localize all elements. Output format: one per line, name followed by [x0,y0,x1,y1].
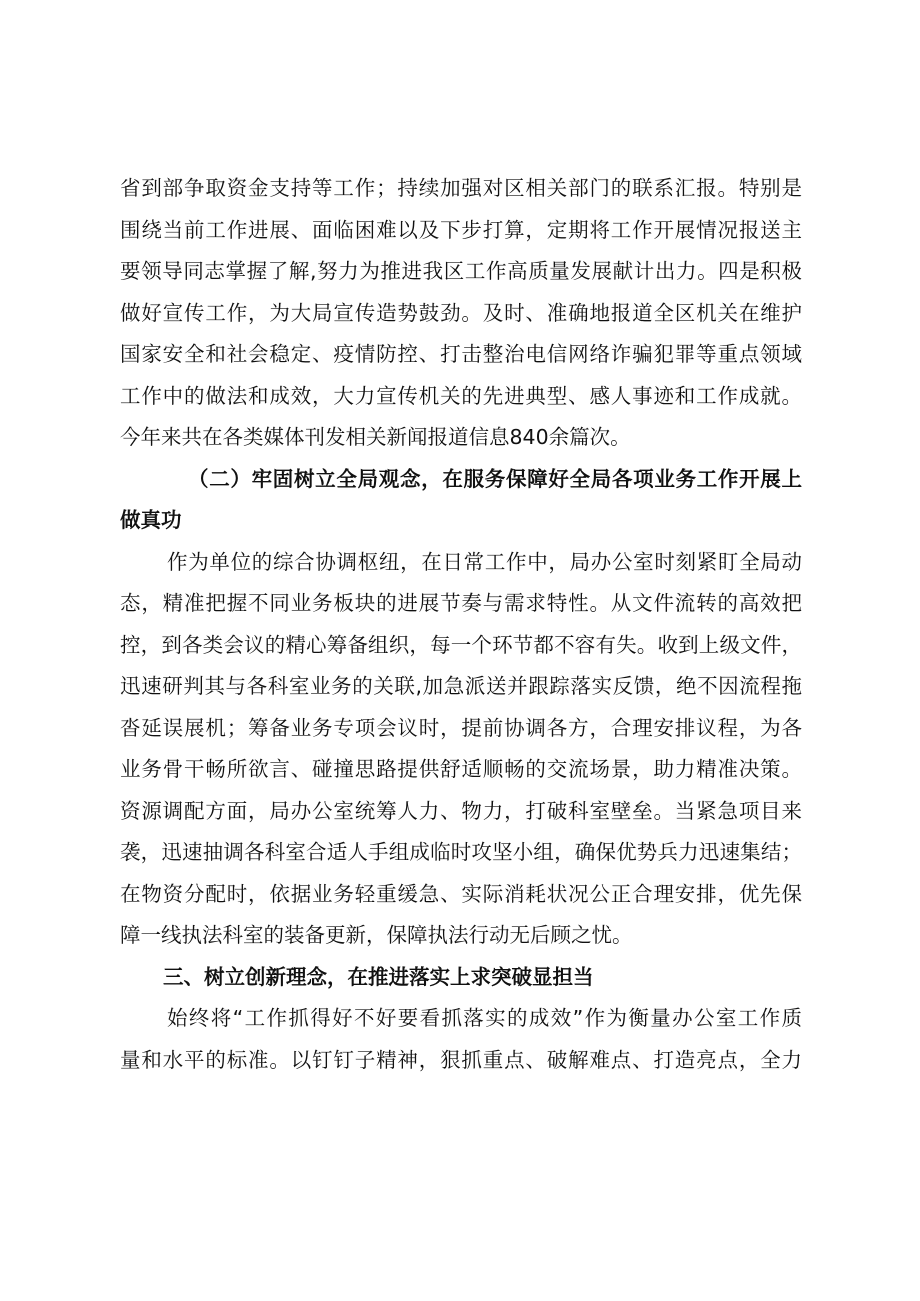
document-body [120,168,802,1081]
text-line: 要领导同志掌握了解,努力为推进我区工作高质量发展献计出力。四是积极 [120,259,802,283]
section-heading-continued: 做真功 [120,508,182,532]
paragraph-line: 资源调配方面，局办公室统筹人力、物力，打破科室壁垒。当紧急项目来 [120,798,802,823]
paragraph-line: 量和水平的标准。以钉钉子精神，狠抓重点、破解难点、打造亮点，全力 [120,1047,802,1072]
paragraph-line: 业务骨干畅所欲言、碰撞思路提供舒适顺畅的交流场景，助力精准决策。 [120,757,802,781]
text-line: 围绕当前工作进展、面临困难以及下步打算，定期将工作开展情况报送主 [120,217,802,242]
paragraph-line: 在物资分配时，依据业务轻重缓急、实际消耗状况公正合理安排，优先保 [120,881,802,906]
text-line: 国家安全和社会稳定、疫情防控、打击整治电信网络诈骗犯罪等重点领域 [120,342,802,366]
paragraph-line: 作为单位的综合协调枢纽，在日常工作中，局办公室时刻紧盯全局动 [167,549,802,574]
paragraph-line: 沓延误展机；筹备业务专项会议时，提前协调各方，合理安排议程，为各 [120,715,802,740]
paragraph-line: 迅速研判其与各科室业务的关联,加急派送并跟踪落实反馈，绝不因流程拖 [120,674,802,698]
paragraph-line: 障一线执法科室的装备更新，保障执法行动无后顾之忧。 [120,923,633,947]
paragraph-line: 态，精准把握不同业务板块的进展节奏与需求特性。从文件流转的高效把 [120,591,802,615]
text-line: 省到部争取资金支持等工作；持续加强对区相关部门的联系汇报。特别是 [120,176,802,200]
section-heading: 三、树立创新理念，在推进落实上求突破显担当 [163,964,594,989]
paragraph-line: 袭，迅速抽调各科室合适人手组成临时攻坚小组，确保优势兵力迅速集结； [120,840,802,864]
text-line: 做好宣传工作，为大局宣传造势鼓劲。及时、准确地报道全区机关在维护 [120,300,802,325]
paragraph-line: 始终将“工作抓得好不好要看抓落实的成效”作为衡量办公室工作质 [167,1006,802,1030]
text-line: 今年来共在各类媒体刊发相关新闻报道信息840余篇次。 [120,425,631,449]
section-heading: （二）牢固树立全局观念，在服务保障好全局各项业务工作开展上 [188,466,802,491]
paragraph-line: 控，到各类会议的精心筹备组织，每一个环节都不容有失。收到上级文件， [120,632,802,657]
text-line: 工作中的做法和成效，大力宣传机关的先进典型、感人事迹和工作成就。 [120,383,802,408]
